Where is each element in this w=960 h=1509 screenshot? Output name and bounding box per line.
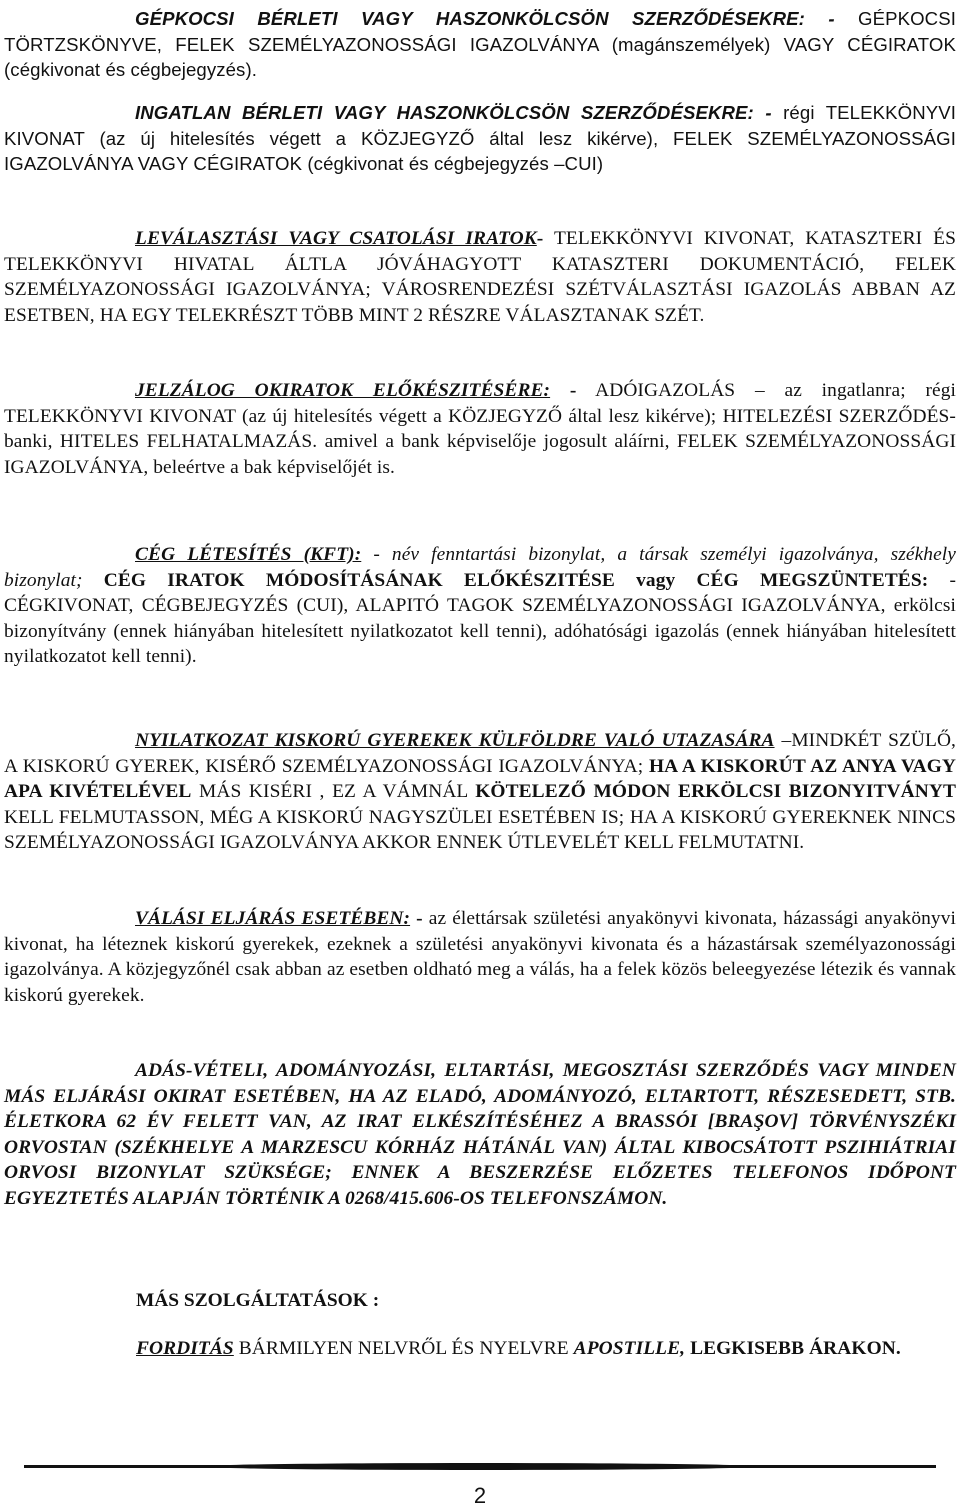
minor-travel-text-3: KELL FELMUTASSON, MÉG A KISKORÚ NAGYSZÜLEI ESETÉBEN IS; HA A KISKORÚ GYEREKNEK NINCS SZEMÉLYAZONOSSÁGI IGAZOLVÁNYA AKKOR ENNEK ÚTLEVELÉT KELL FELMUTATNI. <box>4 806 956 854</box>
minor-travel-text-1: –MINDKÉT SZÜLŐ, A KISKORÚ GYEREK, KISÉRŐ SZEMÉLYAZONOSSÁGI IGAZOLVÁNYA; <box>4 730 957 777</box>
mortgage-dash: - <box>569 380 577 401</box>
translation-label: FORDITÁS <box>136 1338 234 1359</box>
heading-divorce: VÁLÁSI ELJÁRÁS ESETÉBEN: <box>135 908 411 929</box>
paragraph-separation-documents <box>4 226 956 328</box>
paragraph-age-certificate <box>4 1058 956 1212</box>
heading-other-services: MÁS SZOLGÁLTATÁSOK : <box>136 1290 380 1311</box>
minor-travel-bold-1: HA A KISKORÚT AZ ANYA VAGY APA KIVÉTELÉVEL <box>4 755 956 803</box>
paragraph-minor-travel <box>4 728 956 856</box>
minor-travel-text-2: MÁS KISÉRI , EZ A VÁMNÁL <box>199 781 468 803</box>
footer-divider <box>24 1465 936 1468</box>
divorce-text: az élettársak születési anyakönyvi kivonata, házassági anyakönyvi kivonat, ha léteznek kiskorú gyerekek, ezeknek a születési anyakönyvi kivonata és a házastársak személyazonossági igazolványa. A közjegyzőnél csak abban az esetben oldható meg a válás, ha a felek közös beleegyezése létezik és vannak kiskorú gyerekek. <box>4 908 956 1006</box>
apostille-label: APOSTILLE, <box>573 1338 686 1359</box>
lowest-prices-text: LEGKISEBB ÁRAKON. <box>690 1338 901 1359</box>
separation-dash: - <box>536 228 544 249</box>
company-modification-heading: CÉG IRATOK MÓDOSÍTÁSÁNAK ELŐKÉSZITÉSE vagy CÉG MEGSZÜNTETÉS: <box>103 569 929 591</box>
vehicle-contracts-text: GÉPKOCSI TÖRTZSKÖNYVE, FELEK SZEMÉLYAZONOSSÁGI IGAZOLVÁNYA (magánszemélyek) VAGY CÉGIRATOK (cégkivonat és cégbejegyzés). <box>4 8 956 81</box>
paragraph-divorce <box>4 906 956 1008</box>
paragraph-mortgage-documents <box>4 378 956 480</box>
minor-travel-bold-2: KÖTELEZŐ MÓDON ERKÖLCSI BIZONYITVÁNYT <box>475 781 956 803</box>
page-number: 2 <box>473 1483 487 1508</box>
property-contracts-text: régi TELEKKÖNYVI KIVONAT (az új hitelesítés végett a KÖZJEGYZŐ által lesz kikérve), FELEK SZEMÉLYAZONOSSÁGI IGAZOLVÁNYA VAGY CÉGIRATOK (cégkivonat és cégbejegyzés –CUI) <box>4 102 956 175</box>
divorce-dash: - <box>416 908 423 929</box>
company-documents-text: - CÉGKIVONAT, CÉGBEJEGYZÉS (CUI), ALAPITÓ TAGOK SZEMÉLYAZONOSSÁGI IGAZOLVÁNYA, erkölcsi bizonyítvány (ennek hiányában hitelesített nyilatkozatot kell tenni), adóhatósági igazolás (ennek hiányában hitelesített nyilatkozatot kell tenni). <box>4 569 956 668</box>
translation-text: BÁRMILYEN NELVRŐL ÉS NYELVRE <box>238 1338 569 1359</box>
heading-mortgage-documents: JELZÁLOG OKIRATOK ELŐKÉSZITÉSÉRE: <box>135 380 551 401</box>
age-certificate-text: ADÁS-VÉTELI, ADOMÁNYOZÁSI, ELTARTÁSI, MEGOSZTÁSI SZERZŐDÉS VAGY MINDEN MÁS ELJÁRÁSI OKIRAT ESETÉBEN, HA AZ ELADÓ, ADOMÁNYOZÓ, ELTARTOTT, RÉSZESEDETT, STB. ÉLETKORA 62 ÉV FELETT VAN, AZ IRAT ELKÉSZÍTÉSÉHEZ A BRASSÓI [BRAŞOV] TÖRVÉNYSZÉKI ORVOSTAN (SZÉKHELYE A MARZESCU KÓRHÁZ HÁTÁNÁL VAN) ÁLTAL KIBOCSÁTOTT PSZIHIÁTRIAI ORVOSI BIZONYLAT SZÜKSÉGE; ENNEK A BESZERZÉSE ELŐZETES TELEFONOS IDŐPONT EGYEZTETÉS ALAPJÁN TÖRTÉNIK A 0268/415.606-OS TELEFONSZÁMON. <box>4 1060 956 1209</box>
heading-separation-documents: LEVÁLASZTÁSI VAGY CSATOLÁSI IRATOK <box>135 228 537 249</box>
company-founding-italic-text: - név fenntartási bizonylat, a társak személyi igazolványa, székhely bizonylat; <box>4 544 956 591</box>
paragraph-property-contracts <box>4 100 956 177</box>
heading-vehicle-contracts: GÉPKOCSI BÉRLETI VAGY HASZONKÖLCSÖN SZERZŐDÉSEKRE: - <box>135 8 835 29</box>
paragraph-vehicle-contracts <box>4 6 956 83</box>
heading-minor-travel: NYILATKOZAT KISKORÚ GYEREKEK KÜLFÖLDRE VALÓ UTAZASÁRA <box>135 730 775 751</box>
paragraph-company-founding <box>4 542 956 670</box>
mortgage-documents-text: ADÓIGAZOLÁS – az ingatlanra; régi TELEKKÖNYVI KIVONAT (az új hitelesítés végett a KÖZJEGYZŐ által lesz kikérve); HITELEZÉSI SZERZŐDÉS- banki, HITELES FELHATALMAZÁS. amivel a bank képviselője jogosult aláírni, FELEK SZEMÉLYAZONOSSÁGI IGAZOLVÁNYA, beleértve a bak képviselőjét is. <box>4 380 956 478</box>
heading-company-founding: CÉG LÉTESÍTÉS (KFT): <box>135 544 362 565</box>
separation-documents-text: TELEKKÖNYVI KIVONAT, KATASZTERI ÉS TELEKKÖNYVI HIVATAL ÁLTLA JÓVÁHAGYOTT KATASZTERI DOKUMENTÁCIÓ, FELEK SZEMÉLYAZONOSSÁGI IGAZOLVÁNYA; VÁROSRENDEZÉSI SZÉTVÁLASZTÁSI IGAZOLÁS ABBAN AZ ESETBEN, HA EGY TELEKRÉSZT TÖBB MINT 2 RÉSZRE VÁLASZTANAK SZÉT. <box>4 228 956 326</box>
heading-property-contracts: INGATLAN BÉRLETI VAGY HASZONKÖLCSÖN SZERZŐDÉSEKRE: - <box>135 102 772 123</box>
paragraph-translation <box>136 1336 956 1362</box>
